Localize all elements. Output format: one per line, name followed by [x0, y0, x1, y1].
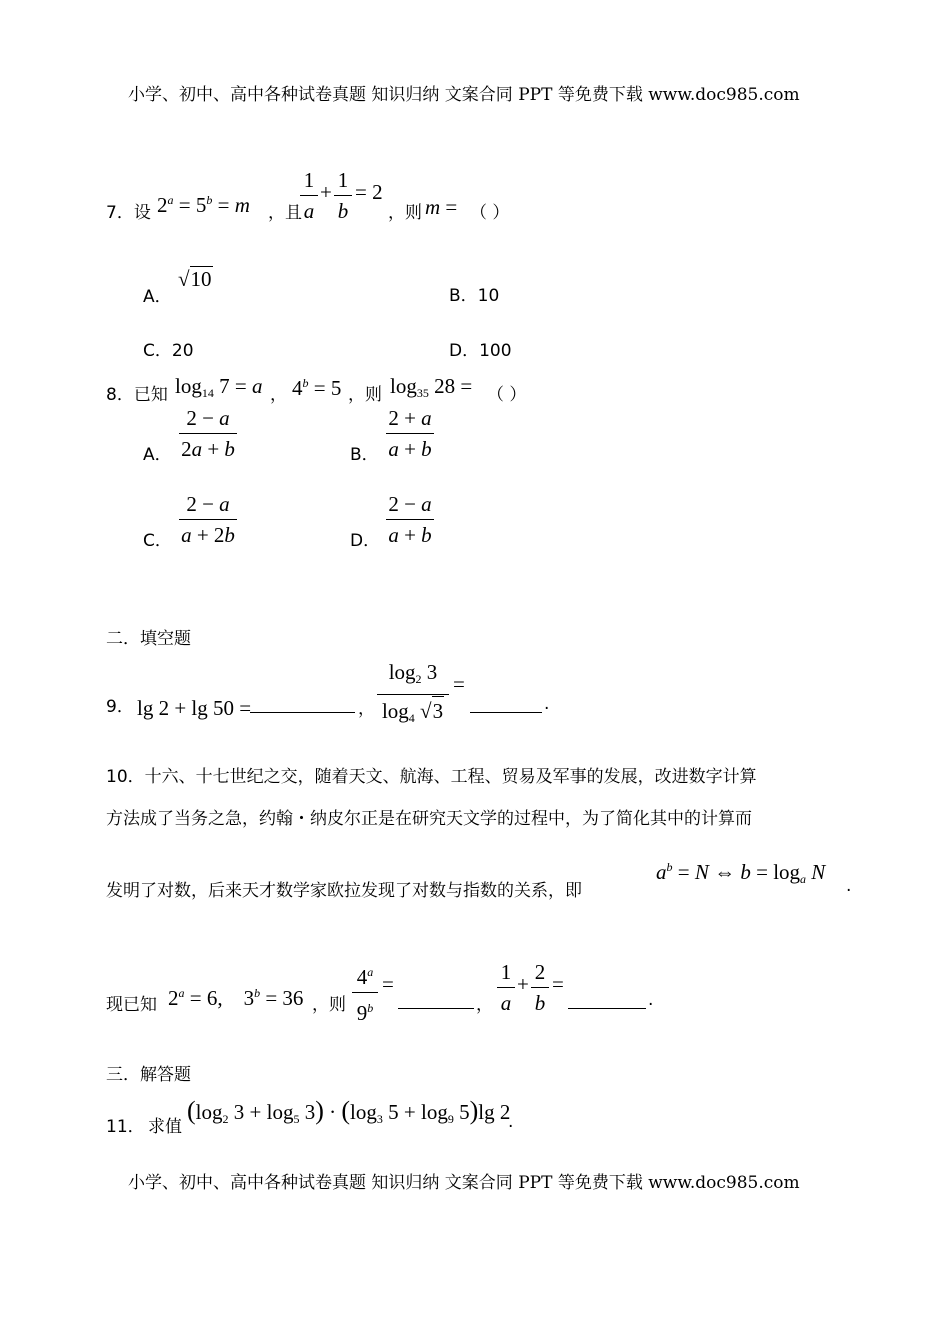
q9-frac: $\log_2 3$ $\log_4 √3$ — [377, 658, 449, 732]
q10-eq-1: = — [382, 972, 394, 996]
q9-blank-1[interactable] — [250, 712, 355, 713]
q7-frac-1a: 1 a — [300, 166, 318, 225]
q10-comma: ， — [476, 995, 493, 1015]
q8-number: 8．已知 — [106, 385, 168, 405]
q11-end: . — [508, 1112, 514, 1132]
q7-eq-2: = 2 — [355, 180, 383, 204]
q8-option-a-label: A． — [143, 445, 172, 465]
q9-expr1: lg 2 + lg 50 = — [137, 696, 252, 720]
q7-number: 7．设 — [106, 203, 151, 223]
q7-m-eq: m = — [425, 195, 458, 219]
q7-option-d-label: D． — [449, 341, 480, 361]
q8-option-b-label: B． — [350, 445, 379, 465]
page-header: 小学、初中、高中各种试卷真题 知识归纳 文案合同 PPT 等免费下载 www.doc985.com — [128, 85, 800, 105]
q9-blank-2[interactable] — [470, 712, 542, 713]
q10-blank-2[interactable] — [568, 1008, 646, 1009]
page-footer: 小学、初中、高中各种试卷真题 知识归纳 文案合同 PPT 等免费下载 www.doc985.com — [128, 1173, 800, 1193]
q7-option-a-radicand: 10 — [190, 267, 212, 291]
q10-end: . — [648, 990, 654, 1010]
q7-paren: （ ） — [470, 203, 510, 223]
q10-frac-1a: 1 a — [497, 958, 515, 1017]
q10-frac-2b: 2 b — [531, 958, 549, 1017]
q8-log35: $\log_{35} 28$ = — [390, 374, 473, 400]
q10-frac-4a-9b: 4$^a$ 9$^b$ — [352, 958, 378, 1027]
q10-line-2: 方法成了当务之急，约翰・纳皮尔正是在研究天文学的过程中，为了简化其中的计算而 — [106, 809, 752, 829]
q11-text: 求值 — [148, 1117, 182, 1137]
q7-option-b-label: B． — [449, 286, 478, 306]
q7-option-d — [449, 336, 512, 361]
q8-option-b-frac: 2 + a a + b — [386, 404, 434, 463]
q10-eq-2: = — [552, 972, 564, 996]
q7-then: ，则 — [388, 203, 422, 223]
q7-frac-1b: 1 b — [334, 166, 352, 225]
q8-option-d-frac: 2 − a a + b — [386, 490, 434, 549]
section-2-title: 二．填空题 — [106, 629, 191, 649]
q10-line-3: 发明了对数，后来天才数学家欧拉发现了对数与指数的关系，即 — [106, 881, 582, 901]
q11-expression: ($\log_2$ $3 + \log_5 3) \cdot (\log_3$ $5 + \log_9 5)\lg$ 2 — [187, 1096, 511, 1126]
q10-line-4-start: 现已知 — [106, 995, 157, 1015]
q10-given: $2^a = 6$, $3^b = 36$ — [168, 986, 304, 1010]
q8-then: ，则 — [348, 385, 382, 405]
q9-number: 9． — [106, 697, 134, 717]
q7-option-c-label: C． — [143, 341, 172, 361]
q10-line-3-end: . — [846, 876, 852, 896]
q7-option-b — [449, 281, 499, 306]
q11-number: 11． — [106, 1117, 145, 1137]
q10-then: ，则 — [312, 995, 346, 1015]
q10-euler-relation: $a^b = N$ ⇔ $b = \log_a N$ — [656, 860, 826, 886]
q8-4b: $4^b = 5$ — [292, 376, 342, 400]
q7-option-a-label: A． — [143, 287, 172, 307]
q8-paren: （ ） — [487, 385, 527, 405]
q10-line-1: 10．十六、十七世纪之交，随着天文、航海、工程、贸易及军事的发展，改进数字计算 — [106, 767, 757, 787]
q7-option-d-value: 100 — [479, 341, 512, 361]
q7-option-c-value: 20 — [171, 341, 194, 361]
q8-log14: $\log_{14} 7 = a$ — [175, 374, 263, 400]
q7-option-c — [143, 336, 194, 361]
q10-plus: + — [517, 972, 529, 996]
q9-eq: = — [453, 672, 465, 696]
q8-option-c-frac: 2 − a a + 2b — [179, 490, 237, 549]
q8-option-c-label: C． — [143, 531, 172, 551]
q9-comma: ， — [358, 699, 375, 719]
q7-option-a-value: √10 — [178, 267, 212, 291]
q8-option-d-label: D． — [350, 531, 381, 551]
q7-and: ，且 — [268, 203, 302, 223]
q7-plus: + — [320, 180, 332, 204]
q8-sep: ， — [270, 385, 287, 405]
section-3-title: 三．解答题 — [106, 1065, 191, 1085]
q10-blank-1[interactable] — [398, 1008, 474, 1009]
q8-option-a-frac: 2 − a 2a + b — [179, 404, 237, 463]
q7-equation: $2^a = 5^b = m$ — [157, 193, 250, 217]
q9-period: . — [544, 694, 550, 714]
q7-option-b-value: 10 — [477, 286, 500, 306]
